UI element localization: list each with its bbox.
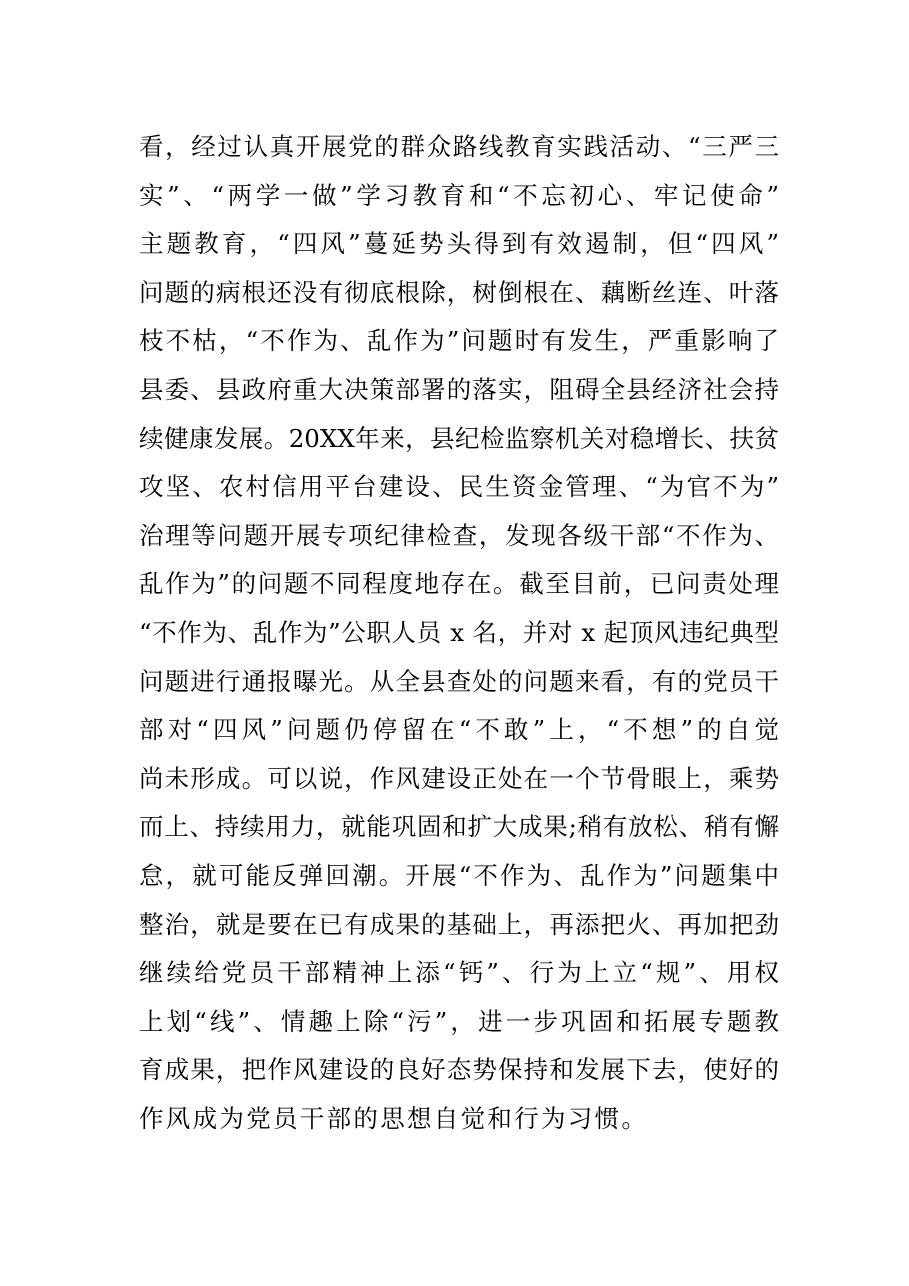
text-line: 而上、持续用力，就能巩固和扩大成果;稍有放松、稍有懈 [139, 812, 779, 842]
text-line: 县委、县政府重大决策部署的落实，阻碍全县经济社会持 [139, 374, 779, 404]
text-line: 实”、“两学一做”学习教育和“不忘初心、牢记使命” [139, 180, 779, 210]
text-line: 枝不枯，“不作为、乱作为”问题时有发生，严重影响了 [139, 326, 779, 356]
text-line: 整治，就是要在已有成果的基础上，再添把火、再加把劲 [139, 909, 779, 939]
text-line: 尚未形成。可以说，作风建设正处在一个节骨眼上，乘势 [139, 763, 779, 793]
text-line: 治理等问题开展专项纪律检查，发现各级干部“不作为、 [139, 520, 779, 550]
text-line: 攻坚、农村信用平台建设、民生资金管理、“为官不为” [139, 472, 779, 502]
text-line: 主题教育，“四风”蔓延势头得到有效遏制，但“四风” [139, 229, 779, 259]
text-line: 作风成为党员干部的思想自觉和行为习惯。 [139, 1103, 649, 1133]
text-line: “不作为、乱作为”公职人员 x 名，并对 x 起顶风违纪典型 [139, 617, 779, 647]
text-line: 继续给党员干部精神上添“钙”、行为上立“规”、用权 [139, 958, 779, 988]
text-line: 问题的病根还没有彻底根除，树倒根在、藕断丝连、叶落 [139, 277, 779, 307]
text-line: 乱作为”的问题不同程度地存在。截至目前，已问责处理 [139, 569, 779, 599]
text-line: 上划“线”、情趣上除“污”，进一步巩固和拓展专题教 [139, 1006, 779, 1036]
text-line: 怠，就可能反弹回潮。开展“不作为、乱作为”问题集中 [139, 860, 779, 890]
text-line: 看，经过认真开展党的群众路线教育实践活动、“三严三 [139, 132, 779, 161]
body-paragraph [139, 123, 779, 1143]
text-line: 问题进行通报曝光。从全县查处的问题来看，有的党员干 [139, 666, 779, 696]
text-line: 育成果，把作风建设的良好态势保持和发展下去，使好的 [139, 1055, 779, 1085]
text-line: 续健康发展。20XX年来，县纪检监察机关对稳增长、扶贫 [139, 423, 779, 453]
text-line: 部对“四风”问题仍停留在“不敢”上，“不想”的自觉 [139, 715, 779, 745]
